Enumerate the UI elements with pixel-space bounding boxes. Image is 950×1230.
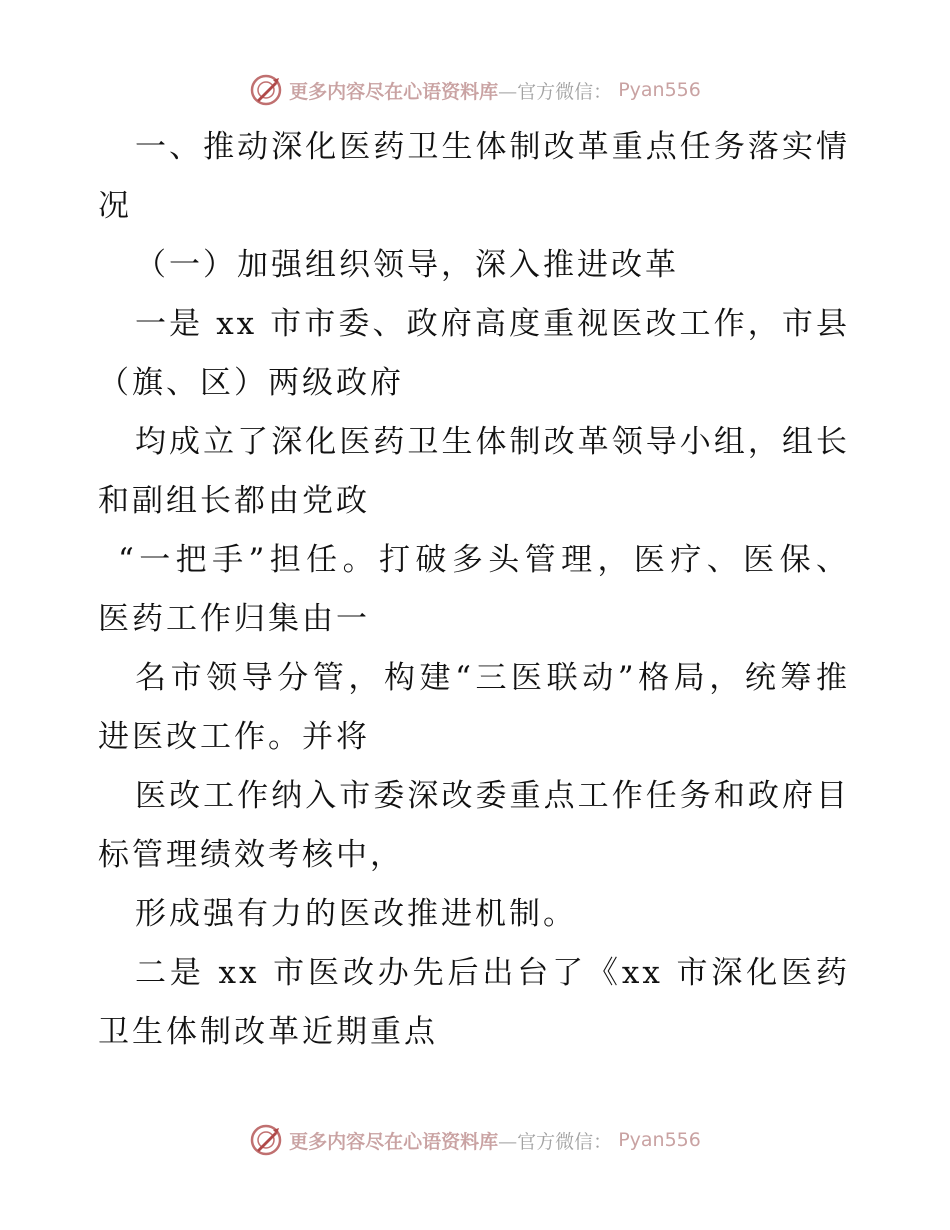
text-line: 名市领导分管，构建“三医联动”格局，统筹推 (135, 660, 850, 696)
watermark-contact-id: Pyan556 (618, 1129, 701, 1151)
pen-nib-circle-icon (249, 1123, 283, 1157)
text-line: 一是 xx 市市委、政府高度重视医改工作，市县 (135, 306, 850, 342)
section-heading: （一）加强组织领导，深入推进改革 (135, 247, 679, 283)
text-line: 况 (98, 188, 132, 224)
watermark-text: 更多内容尽在心语资料库—官方微信： (289, 80, 613, 103)
pen-nib-circle-icon (249, 73, 283, 107)
text-line: 医药工作归集由一 (98, 601, 370, 637)
text-line: 均成立了深化医药卫生体制改革领导小组，组长 (135, 424, 850, 460)
footer-watermark (0, 1120, 950, 1160)
text-line: 医改工作纳入市委深改委重点工作任务和政府目 (135, 778, 850, 814)
watermark-contact-id: Pyan556 (618, 79, 701, 101)
text-line: 一、推动深化医药卫生体制改革重点任务落实情 (135, 129, 850, 165)
document-body (98, 118, 850, 1062)
text-line: （旗、区）两级政府 (98, 365, 404, 401)
text-line: 二是 xx 市医改办先后出台了《xx 市深化医药 (135, 955, 850, 991)
watermark-text: 更多内容尽在心语资料库—官方微信： (289, 1130, 613, 1153)
text-line: 卫生体制改革近期重点 (98, 1014, 438, 1050)
header-watermark (0, 70, 950, 110)
text-line: 进医改工作。并将 (98, 719, 370, 755)
text-line: 和副组长都由党政 (98, 483, 370, 519)
text-line: “一把手”担任。打破多头管理，医疗、医保、 (118, 542, 850, 578)
text-line: 标管理绩效考核中， (98, 837, 404, 873)
text-line: 形成强有力的医改推进机制。 (135, 896, 577, 932)
